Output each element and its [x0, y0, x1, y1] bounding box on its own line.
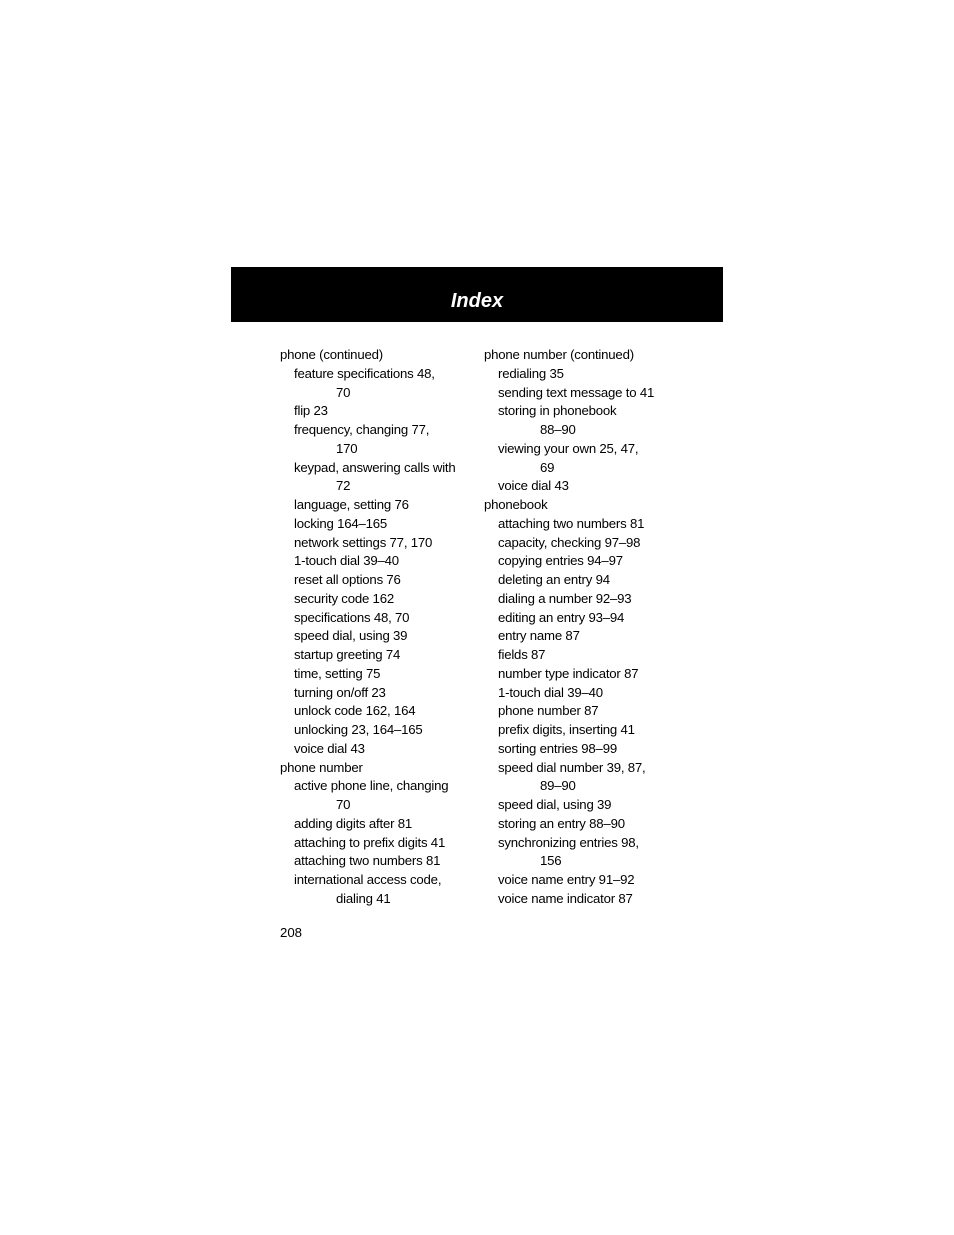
index-entry: 88–90: [540, 422, 576, 437]
index-entry: active phone line, changing: [294, 778, 449, 794]
index-entry: locking 164–165: [294, 515, 388, 531]
index-entry: voice dial 43: [294, 740, 365, 756]
index-heading: phonebook: [484, 497, 548, 512]
index-entry: network settings 77, 170: [294, 534, 433, 550]
index-entry: 69: [540, 459, 555, 475]
index-heading: phone number: [280, 759, 363, 775]
index-entry: adding digits after 81: [294, 815, 413, 831]
index-entry: 170: [336, 440, 358, 456]
index-entry: synchronizing entries 98,: [498, 834, 639, 850]
index-entry: keypad, answering calls with: [294, 459, 456, 475]
index-entry: reset all options 76: [294, 572, 401, 587]
index-entry: copying entries 94–97: [498, 553, 623, 569]
index-entry: deleting an entry 94: [498, 572, 610, 587]
index-entry: specifications 48, 70: [294, 609, 410, 625]
index-entry: international access code,: [294, 872, 442, 887]
index-entry: voice name indicator 87: [498, 890, 633, 906]
index-entry: 156: [540, 853, 562, 869]
index-entry: security code 162: [294, 590, 394, 606]
index-entry: storing in phonebook: [498, 403, 617, 419]
index-entry: dialing a number 92–93: [498, 590, 632, 606]
index-entry: entry name 87: [498, 628, 580, 644]
index-entry: turning on/off 23: [294, 684, 386, 700]
index-entry: feature specifications 48,: [294, 365, 435, 381]
index-entry: time, setting 75: [294, 665, 381, 681]
index-entry: viewing your own 25, 47,: [498, 440, 639, 456]
index-entry: attaching two numbers 81: [294, 853, 441, 869]
page-title: Index: [450, 290, 504, 312]
index-entry: 1-touch dial 39–40: [294, 553, 399, 569]
index-entry: frequency, changing 77,: [294, 422, 430, 437]
index-entry: number type indicator 87: [498, 665, 639, 681]
index-entry: capacity, checking 97–98: [498, 534, 641, 550]
index-entry: voice dial 43: [498, 478, 569, 494]
index-entry: attaching two numbers 81: [498, 515, 645, 531]
index-entry: attaching to prefix digits 41: [294, 834, 446, 850]
index-heading: phone number (continued): [484, 347, 634, 362]
index-header-bar: [231, 267, 723, 322]
index-entry: unlocking 23, 164–165: [294, 722, 423, 737]
index-entry: speed dial number 39, 87,: [498, 759, 646, 775]
page-number: 208: [280, 925, 303, 940]
index-entry: language, setting 76: [294, 497, 409, 512]
index-entry: storing an entry 88–90: [498, 815, 625, 831]
index-entry: phone number 87: [498, 703, 599, 719]
index-entry: 70: [336, 384, 351, 400]
index-entry: editing an entry 93–94: [498, 609, 625, 625]
index-entry: 89–90: [540, 778, 576, 794]
index-entry: prefix digits, inserting 41: [498, 722, 635, 737]
index-entry: flip 23: [294, 403, 328, 419]
index-entry: dialing 41: [336, 890, 391, 906]
index-entry: sorting entries 98–99: [498, 740, 617, 756]
index-entry: 72: [336, 478, 351, 494]
index-entry: 70: [336, 797, 351, 812]
index-column-right: [484, 346, 684, 909]
index-entry: voice name entry 91–92: [498, 872, 635, 887]
index-entry: unlock code 162, 164: [294, 703, 416, 719]
index-entry: 1-touch dial 39–40: [498, 684, 603, 700]
index-heading: phone (continued): [280, 347, 383, 362]
index-entry: speed dial, using 39: [498, 797, 612, 812]
index-column-left: [280, 346, 470, 909]
index-entry: speed dial, using 39: [294, 628, 408, 644]
index-entry: sending text message to 41: [498, 384, 655, 400]
index-entry: fields 87: [498, 647, 546, 662]
index-entry: redialing 35: [498, 365, 564, 381]
index-entry: startup greeting 74: [294, 647, 401, 662]
